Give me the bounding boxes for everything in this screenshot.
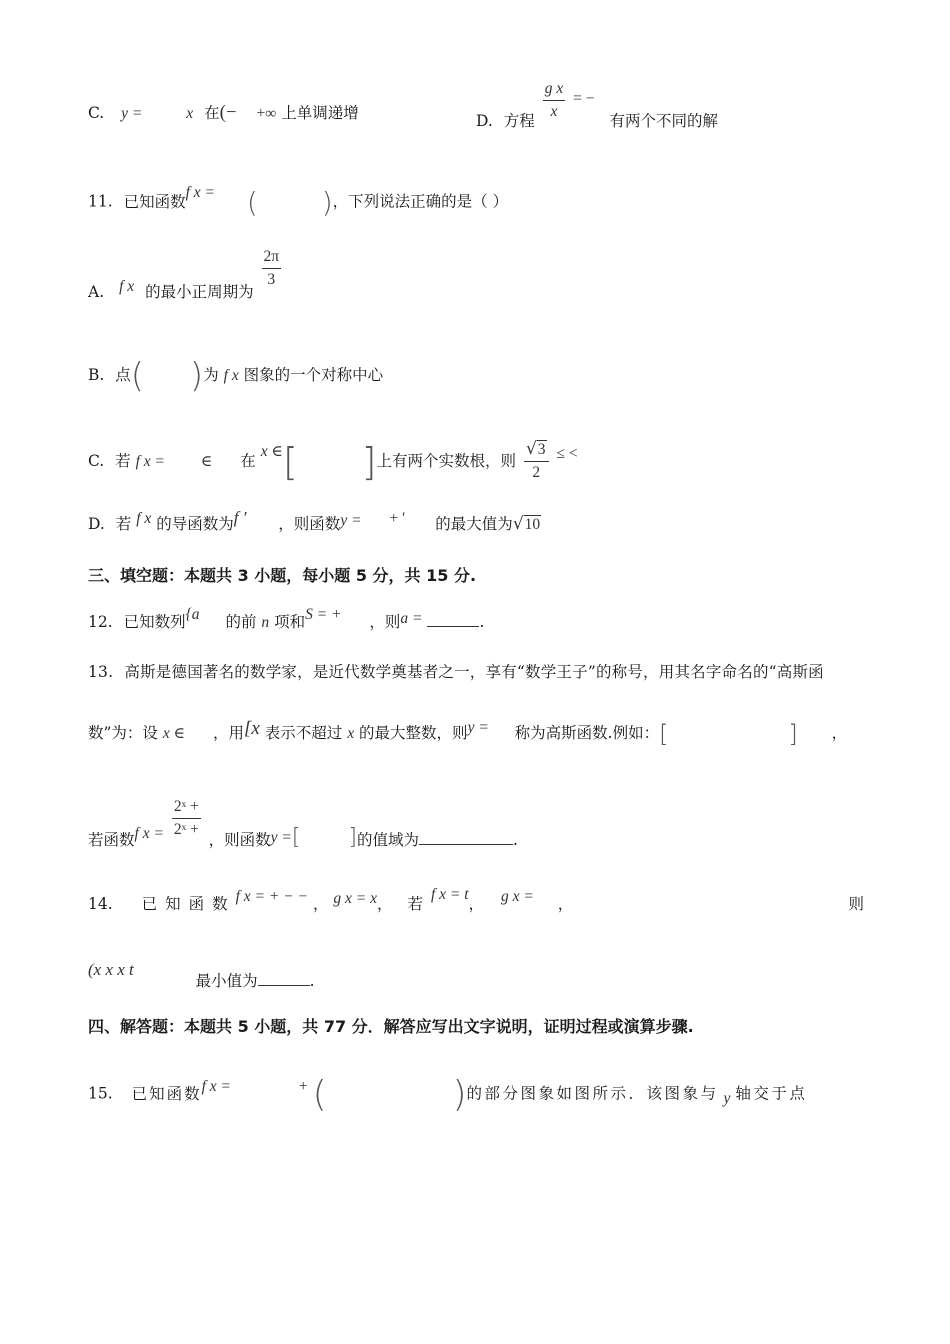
text: 项和 bbox=[274, 613, 306, 631]
math-expr: n bbox=[261, 614, 270, 631]
question-number: 13. bbox=[88, 663, 114, 681]
text: 上有两个实数根，则 bbox=[376, 452, 516, 470]
text: 的值域为 bbox=[356, 830, 419, 849]
q11-option-b bbox=[88, 356, 383, 396]
text: 的最大值为 bbox=[435, 515, 513, 533]
q14-line2 bbox=[88, 958, 315, 990]
text: 高斯是德国著名的数学家，是近代数学奠基者之一，享有“数学王子”的称号，用其名字命名的“高斯函 bbox=[124, 663, 824, 681]
math-expr: f x = + − − bbox=[235, 888, 309, 905]
q11-option-c bbox=[88, 440, 578, 484]
math-expr: f x = bbox=[201, 1077, 232, 1095]
text: 若 bbox=[407, 895, 431, 913]
left-paren: ( bbox=[130, 356, 145, 396]
text: 上单调递增 bbox=[281, 104, 359, 122]
math-expr: (x x x t bbox=[88, 960, 134, 979]
text: 轴交于点 bbox=[735, 1084, 808, 1103]
fraction-denominator: x bbox=[543, 100, 566, 121]
text: 点 bbox=[115, 366, 131, 384]
q11-option-a bbox=[88, 248, 284, 301]
math-expr: g x = x bbox=[333, 890, 377, 907]
fraction bbox=[172, 798, 201, 839]
math-expr: (− bbox=[219, 102, 237, 123]
text: 在 bbox=[204, 104, 220, 122]
right-bracket: ] bbox=[361, 440, 377, 484]
radicand: 3 bbox=[537, 440, 546, 458]
left-bracket: [ bbox=[282, 440, 298, 484]
math-expr: = − bbox=[573, 89, 595, 107]
option-label: C. bbox=[88, 452, 105, 470]
fraction-numerator: 2ˣ + bbox=[173, 798, 199, 815]
text: 已知函数 bbox=[123, 192, 186, 211]
math-expr: f x = bbox=[185, 183, 216, 201]
math-expr: y = bbox=[467, 719, 489, 736]
text: 已知函数 bbox=[141, 895, 236, 913]
sqrt-10 bbox=[513, 516, 541, 533]
math-expr: + ′ bbox=[389, 510, 406, 527]
math-expr: S = + bbox=[305, 606, 342, 623]
math-expr: f x = bbox=[135, 453, 166, 470]
math-expr: f x bbox=[119, 277, 135, 295]
sqrt-3 bbox=[524, 439, 549, 461]
text: ，则函数 bbox=[208, 830, 271, 849]
text: 数”为：设 bbox=[88, 724, 158, 742]
text: 的导函数为 bbox=[156, 515, 234, 533]
text: 为 bbox=[203, 366, 219, 384]
text: 表示不超过 bbox=[264, 724, 343, 742]
math-expr: f ′ bbox=[233, 508, 247, 527]
answer-blank[interactable] bbox=[419, 830, 513, 845]
right-paren: ) bbox=[452, 1074, 467, 1115]
fraction bbox=[543, 80, 566, 121]
math-expr: x ∈ bbox=[260, 443, 283, 460]
left-bracket: [ bbox=[659, 720, 669, 748]
math-expr: x bbox=[347, 725, 355, 742]
math-expr: ∈ bbox=[200, 453, 213, 470]
text: . bbox=[512, 830, 518, 849]
math-expr: x bbox=[186, 105, 194, 122]
text: 若 bbox=[115, 452, 131, 470]
text: 称为高斯函数.例如： bbox=[514, 724, 660, 742]
answer-blank[interactable] bbox=[258, 971, 310, 986]
math-expr: f x bbox=[223, 367, 239, 384]
text: 已知函数 bbox=[131, 1084, 202, 1103]
q11-option-d bbox=[88, 508, 541, 534]
q10-option-c bbox=[88, 101, 359, 124]
fraction-numerator: 2π bbox=[263, 248, 280, 265]
math-expr: +∞ bbox=[256, 105, 277, 122]
text: ， bbox=[557, 895, 574, 913]
left-paren: ( bbox=[246, 186, 258, 219]
q15 bbox=[88, 1074, 864, 1115]
text: 的部分图象如图所示．该图象与 bbox=[466, 1084, 719, 1103]
text: ， bbox=[468, 895, 485, 913]
text: ， bbox=[312, 895, 329, 913]
math-expr: y bbox=[723, 1089, 731, 1107]
question-number: 14. bbox=[88, 895, 113, 913]
q10-option-d bbox=[476, 80, 718, 130]
text: 已知数列 bbox=[123, 613, 186, 631]
right-paren: ) bbox=[189, 356, 204, 396]
math-expr: {a bbox=[185, 606, 200, 623]
radical-icon: √ bbox=[525, 438, 537, 459]
text: ，则函数 bbox=[278, 515, 341, 533]
text: . bbox=[479, 613, 485, 631]
text: 若函数 bbox=[88, 830, 135, 849]
radical-icon: √ bbox=[512, 514, 524, 534]
fraction-denominator: 2ˣ + bbox=[172, 818, 201, 839]
question-number: 15. bbox=[88, 1084, 113, 1103]
text: ，下列说法正确的是（ ） bbox=[332, 192, 509, 211]
math-expr: ≤ < bbox=[556, 445, 578, 462]
q12 bbox=[88, 606, 485, 632]
radicand: 10 bbox=[524, 516, 541, 533]
text: 的前 bbox=[225, 613, 257, 631]
fraction-denominator: 2 bbox=[524, 461, 549, 482]
math-expr: [x bbox=[244, 718, 260, 739]
text: 则 bbox=[848, 895, 864, 913]
text: 在 bbox=[240, 452, 256, 470]
option-label: A. bbox=[88, 282, 105, 301]
math-expr: f x = bbox=[134, 824, 164, 842]
q13-line1 bbox=[88, 660, 824, 682]
q14-line1 bbox=[88, 886, 864, 914]
option-label: B. bbox=[88, 366, 105, 384]
text: 的最小正周期为 bbox=[145, 282, 254, 301]
math-expr: a = bbox=[400, 610, 423, 627]
option-label: D. bbox=[476, 111, 493, 130]
math-expr: x ∈ bbox=[162, 725, 186, 742]
section-4-title: 四、解答题：本题共 5 小题，共 77 分．解答应写出文字说明，证明过程或演算步骤. bbox=[88, 1017, 694, 1036]
text: . bbox=[309, 972, 315, 990]
math-expr: y = bbox=[270, 828, 292, 846]
math-expr: y = bbox=[340, 512, 362, 529]
question-number: 12. bbox=[88, 613, 113, 631]
left-paren: ( bbox=[312, 1074, 327, 1115]
right-bracket: ] bbox=[348, 825, 357, 850]
right-paren: ) bbox=[321, 186, 333, 219]
option-label: C. bbox=[88, 104, 105, 122]
q13-line3 bbox=[88, 795, 518, 850]
math-expr: f x = t bbox=[430, 886, 469, 903]
fraction-denominator: 3 bbox=[262, 268, 282, 289]
math-expr: y = bbox=[121, 105, 143, 122]
math-expr: g x = bbox=[501, 888, 534, 905]
text: 有两个不同的解 bbox=[609, 111, 718, 130]
q11-stem bbox=[88, 183, 509, 219]
text: 方程 bbox=[503, 111, 535, 130]
text: ，用 bbox=[212, 724, 244, 742]
q13-line2 bbox=[88, 720, 847, 748]
text: 图象的一个对称中心 bbox=[243, 366, 384, 384]
left-bracket: [ bbox=[291, 825, 301, 850]
section-3-title: 三、填空题：本题共 3 小题，每小题 5 分，共 15 分. bbox=[88, 566, 477, 585]
math-expr: f x bbox=[136, 510, 152, 527]
text: ， bbox=[831, 724, 848, 742]
question-number: 11. bbox=[88, 192, 113, 211]
text: ， bbox=[377, 895, 393, 913]
fraction bbox=[262, 248, 282, 289]
fraction-numerator: g x bbox=[544, 80, 564, 97]
answer-blank[interactable] bbox=[427, 612, 479, 627]
text: 若 bbox=[115, 515, 132, 533]
text: 的最大整数，则 bbox=[359, 724, 468, 742]
fraction bbox=[524, 439, 549, 482]
math-expr: + bbox=[298, 1077, 308, 1095]
text: 最小值为 bbox=[195, 972, 258, 990]
option-label: D. bbox=[88, 515, 105, 533]
right-bracket: ] bbox=[788, 720, 798, 748]
text: ，则 bbox=[369, 613, 401, 631]
